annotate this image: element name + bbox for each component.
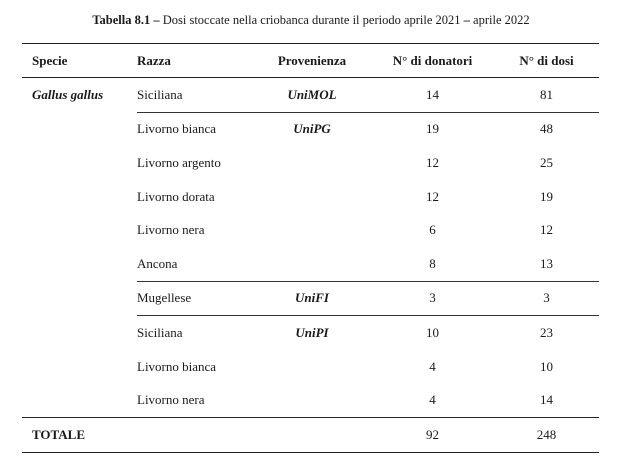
doses-cell: 13	[540, 255, 553, 271]
header-origin: Provenienza	[253, 44, 371, 78]
table-caption	[0, 13, 622, 28]
donors-cell: 10	[371, 316, 494, 350]
table-row	[22, 112, 599, 146]
caption-label: Tabella 8.1 –	[92, 13, 160, 27]
breed-cell: Livorno bianca	[137, 358, 217, 374]
species-cell	[22, 146, 137, 180]
doses-table	[22, 43, 599, 453]
header-breed: Razza	[137, 44, 253, 78]
origin-cell: UniPI	[253, 316, 371, 350]
breed-cell: Livorno argento	[137, 154, 221, 170]
total-donors: 92	[371, 417, 494, 452]
caption-dash: –	[463, 13, 470, 27]
origin-cell: UniFI	[253, 281, 371, 316]
doses-cell: 14	[540, 392, 553, 408]
species-cell	[22, 383, 137, 417]
caption-text: Dosi stoccate nella criobanca durante il periodo aprile 2021	[159, 13, 464, 27]
species-cell	[22, 316, 137, 350]
header-doses: N° di dosi	[494, 44, 599, 78]
breed-cell: Livorno nera	[137, 222, 205, 238]
breed-cell: Mugellese	[137, 281, 253, 316]
donors-cell: 6	[429, 222, 436, 238]
species-cell	[22, 247, 137, 281]
doses-cell: 19	[540, 188, 553, 204]
header-species: Specie	[22, 44, 137, 78]
table-row	[22, 281, 599, 316]
breed-cell: Livorno dorata	[137, 188, 215, 204]
table-row	[22, 180, 599, 214]
origin-cell	[253, 350, 371, 384]
species-cell	[22, 350, 137, 384]
doses-cell: 3	[494, 281, 599, 316]
header-donors: N° di donatori	[371, 44, 494, 78]
donors-cell: 12	[426, 154, 439, 170]
origin-cell	[253, 180, 371, 214]
origin-cell	[253, 247, 371, 281]
donors-cell: 14	[426, 86, 439, 102]
donors-cell: 8	[429, 255, 436, 271]
origin-cell: UniPG	[253, 112, 371, 146]
species-cell	[22, 213, 137, 247]
origin-cell	[253, 213, 371, 247]
species-cell	[22, 180, 137, 214]
origin-cell	[253, 383, 371, 417]
doses-cell: 48	[494, 112, 599, 146]
total-label: TOTALE	[22, 417, 371, 452]
table-row	[22, 247, 599, 281]
breed-cell: Livorno nera	[137, 392, 205, 408]
origin-cell: UniMOL	[287, 86, 337, 102]
breed-cell: Siciliana	[137, 316, 253, 350]
table-row	[22, 213, 599, 247]
table-row	[22, 383, 599, 417]
table-row	[22, 78, 599, 113]
doses-cell: 23	[494, 316, 599, 350]
breed-cell: Ancona	[137, 255, 178, 271]
breed-cell: Siciliana	[137, 86, 183, 102]
table-row	[22, 146, 599, 180]
doses-cell: 25	[540, 154, 553, 170]
table-row	[22, 316, 599, 350]
caption-text-end: aprile 2022	[469, 13, 530, 27]
donors-cell: 19	[371, 112, 494, 146]
doses-cell: 81	[540, 86, 553, 102]
donors-cell: 4	[429, 392, 436, 408]
origin-cell	[253, 146, 371, 180]
species-cell	[22, 281, 137, 316]
species-cell: Gallus gallus	[32, 87, 104, 103]
header-row	[22, 44, 599, 78]
doses-cell: 12	[540, 222, 553, 238]
total-doses: 248	[494, 417, 599, 452]
species-cell	[22, 112, 137, 146]
donors-cell: 4	[429, 358, 436, 374]
doses-cell: 10	[540, 358, 553, 374]
total-row	[22, 417, 599, 452]
table-row	[22, 350, 599, 384]
breed-cell: Livorno bianca	[137, 112, 253, 146]
donors-cell: 12	[426, 188, 439, 204]
donors-cell: 3	[371, 281, 494, 316]
